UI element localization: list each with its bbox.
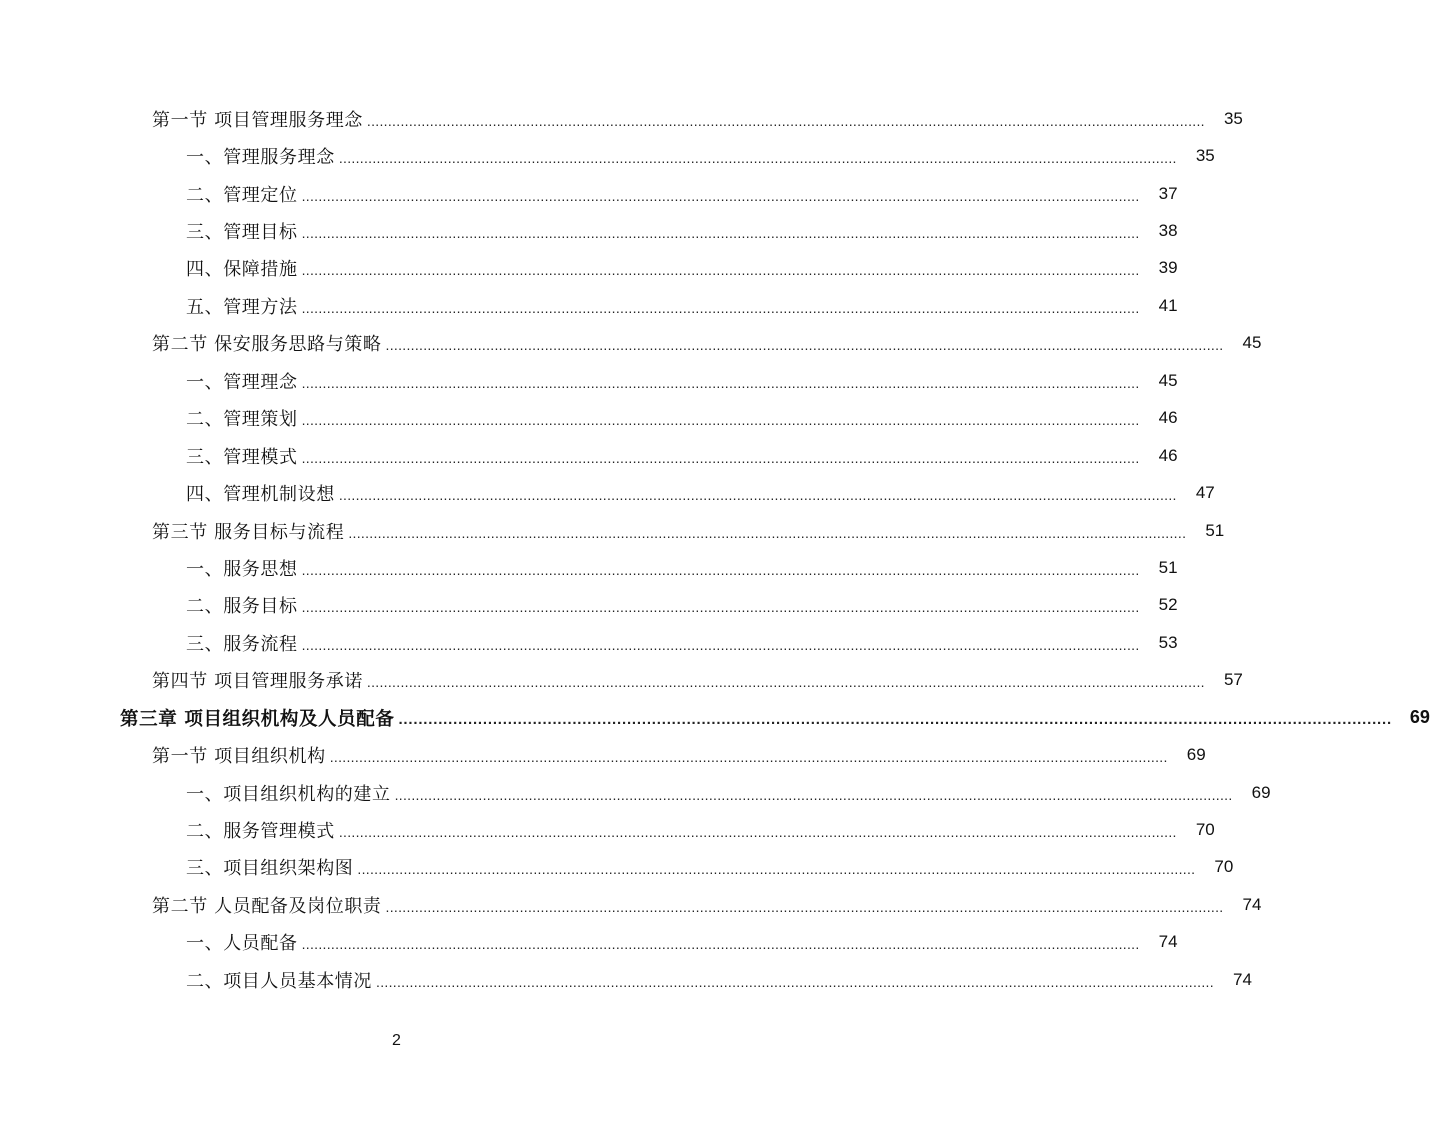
toc-entry-page: 52: [1158, 595, 1178, 615]
toc-entry-page: 45: [1158, 370, 1178, 390]
toc-entry-page: 41: [1158, 295, 1178, 315]
toc-entry-section[interactable]: [0, 736, 1206, 773]
toc-entry-title: 一、管理服务理念: [186, 147, 335, 169]
dot-leader: ........................................................................................................................................................................................................: [348, 524, 1187, 541]
toc-entry-title: 二、服务管理模式: [186, 821, 335, 843]
dot-leader: ........................................................................................................................................................................................................: [398, 711, 1392, 729]
table-of-contents: [0, 100, 1430, 999]
dot-leader: ........................................................................................................................................................................................................: [329, 749, 1168, 766]
toc-entry-section[interactable]: [0, 512, 1225, 549]
toc-entry-item[interactable]: [0, 549, 1178, 586]
dot-leader: ........................................................................................................................................................................................................: [301, 412, 1140, 429]
page-number: 2: [392, 1032, 401, 1049]
toc-entry-title: 三、管理模式: [186, 446, 298, 468]
toc-entry-item[interactable]: [0, 924, 1178, 961]
toc-entry-item[interactable]: [0, 774, 1271, 811]
toc-entry-page: 70: [1214, 857, 1234, 877]
toc-entry-chapter[interactable]: [0, 699, 1430, 736]
dot-leader: ........................................................................................................................................................................................................: [301, 636, 1140, 653]
toc-entry-item[interactable]: [0, 849, 1234, 886]
dot-leader: ........................................................................................................................................................................................................: [366, 674, 1205, 691]
toc-entry-title: 第一节 项目管理服务理念: [152, 109, 363, 131]
toc-entry-title: 二、管理定位: [186, 184, 298, 206]
dot-leader: ........................................................................................................................................................................................................: [376, 973, 1214, 990]
toc-entry-page: 69: [1251, 782, 1271, 802]
dot-leader: ........................................................................................................................................................................................................: [301, 936, 1140, 953]
dot-leader: ........................................................................................................................................................................................................: [357, 861, 1196, 878]
toc-entry-item[interactable]: [0, 137, 1215, 174]
toc-entry-page: 57: [1223, 670, 1243, 690]
toc-entry-page: 74: [1242, 894, 1262, 914]
toc-entry-title: 四、保障措施: [186, 259, 298, 281]
toc-entry-title: 一、项目组织机构的建立: [186, 783, 391, 805]
toc-entry-page: 35: [1195, 146, 1215, 166]
toc-entry-page: 51: [1158, 557, 1178, 577]
toc-entry-title: 二、项目人员基本情况: [186, 970, 372, 992]
dot-leader: ........................................................................................................................................................................................................: [301, 262, 1140, 279]
dot-leader: ........................................................................................................................................................................................................: [338, 487, 1177, 504]
toc-entry-page: 51: [1205, 520, 1225, 540]
toc-entry-title: 第一节 项目组织机构: [152, 746, 326, 768]
toc-entry-title: 一、人员配备: [186, 933, 298, 955]
toc-entry-page: 70: [1195, 820, 1215, 840]
dot-leader: ........................................................................................................................................................................................................: [301, 299, 1140, 316]
toc-entry-title: 一、管理理念: [186, 371, 298, 393]
dot-leader: ........................................................................................................................................................................................................: [385, 898, 1224, 915]
toc-entry-page: 47: [1195, 483, 1215, 503]
dot-leader: ........................................................................................................................................................................................................: [385, 337, 1224, 354]
toc-entry-item[interactable]: [0, 474, 1215, 511]
toc-entry-item[interactable]: [0, 175, 1178, 212]
toc-entry-item[interactable]: [0, 811, 1215, 848]
toc-entry-item[interactable]: [0, 212, 1178, 249]
toc-entry-title: 五、管理方法: [186, 296, 298, 318]
toc-entry-title: 三、项目组织架构图: [186, 858, 354, 880]
dot-leader: ........................................................................................................................................................................................................: [301, 225, 1140, 242]
toc-entry-item[interactable]: [0, 624, 1178, 661]
toc-entry-item[interactable]: [0, 362, 1178, 399]
toc-entry-page: 46: [1158, 445, 1178, 465]
dot-leader: ........................................................................................................................................................................................................: [338, 824, 1177, 841]
dot-leader: ........................................................................................................................................................................................................: [301, 449, 1140, 466]
toc-entry-title: 四、管理机制设想: [186, 484, 335, 506]
dot-leader: ........................................................................................................................................................................................................: [394, 786, 1233, 803]
toc-entry-page: 45: [1242, 333, 1262, 353]
toc-entry-title: 三、服务流程: [186, 633, 298, 655]
dot-leader: ........................................................................................................................................................................................................: [366, 112, 1205, 129]
toc-entry-page: 74: [1158, 932, 1178, 952]
toc-entry-page: 39: [1158, 258, 1178, 278]
toc-entry-section[interactable]: [0, 886, 1262, 923]
toc-entry-title: 三、管理目标: [186, 222, 298, 244]
toc-entry-page: 37: [1158, 183, 1178, 203]
toc-entry-page: 46: [1158, 408, 1178, 428]
toc-entry-item[interactable]: [0, 250, 1178, 287]
toc-entry-page: 69: [1409, 707, 1430, 728]
toc-entry-section[interactable]: [0, 100, 1243, 137]
dot-leader: ........................................................................................................................................................................................................: [338, 150, 1177, 167]
toc-entry-section[interactable]: [0, 662, 1243, 699]
toc-entry-title: 二、管理策划: [186, 409, 298, 431]
toc-entry-title: 第二节 保安服务思路与策略: [152, 334, 382, 356]
toc-entry-item[interactable]: [0, 587, 1178, 624]
toc-entry-title: 第四节 项目管理服务承诺: [152, 671, 363, 693]
toc-entry-item[interactable]: [0, 961, 1252, 998]
toc-entry-title: 二、服务目标: [186, 596, 298, 618]
toc-entry-title: 第二节 人员配备及岗位职责: [152, 895, 382, 917]
toc-entry-item[interactable]: [0, 287, 1178, 324]
toc-entry-page: 74: [1233, 969, 1252, 989]
dot-leader: ........................................................................................................................................................................................................: [301, 374, 1140, 391]
toc-entry-item[interactable]: [0, 437, 1178, 474]
toc-entry-page: 69: [1186, 745, 1206, 765]
toc-entry-item[interactable]: [0, 400, 1178, 437]
toc-entry-title: 第三章 项目组织机构及人员配备: [120, 708, 395, 730]
toc-entry-title: 第三节 服务目标与流程: [152, 521, 345, 543]
toc-entry-page: 53: [1158, 632, 1178, 652]
toc-entry-page: 38: [1158, 221, 1178, 241]
dot-leader: ........................................................................................................................................................................................................: [301, 599, 1140, 616]
dot-leader: ........................................................................................................................................................................................................: [301, 187, 1140, 204]
toc-entry-section[interactable]: [0, 325, 1262, 362]
dot-leader: ........................................................................................................................................................................................................: [301, 561, 1140, 578]
toc-entry-title: 一、服务思想: [186, 558, 298, 580]
toc-entry-page: 35: [1223, 108, 1243, 128]
